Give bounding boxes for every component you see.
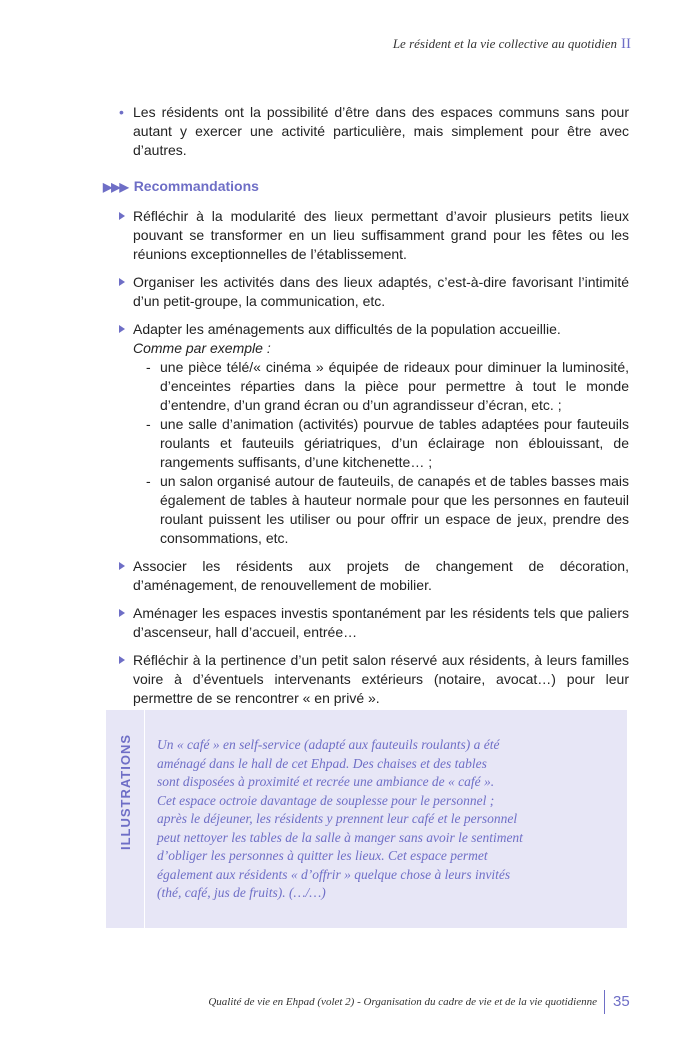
illustrations-divider (144, 710, 145, 928)
footer-divider (604, 990, 605, 1014)
recommendations-list (119, 207, 629, 717)
illustrations-text: Un « café » en self-service (adapté aux fauteuils roulants) a été aménagé dans le hall de cet Ehpad. Des chaises et des tables sont disposées à proximité et recrée une ambiance de « café ». Cet espace octroie davantage de souplesse pour le personnel ; après le déjeuner, les résidents y prennent leur café et le personnel peut nettoyer les tables de la salle à manger sans avoir le sentiment d’obliger les personnes à quitter les lieux. Cet espace permet également aux résidents « d’offrir » quelque chose à leurs invités (thé, café, jus de fruits). (…/…) (157, 737, 523, 900)
recommendation-text: Aménager les espaces investis spontanément par les résidents tels que paliers d’ascenseur, hall d’accueil, entrée… (133, 605, 629, 640)
dash-bullet: - (146, 416, 151, 432)
recommendations-heading (103, 178, 259, 194)
illustrations-label: ILLUSTRATIONS (118, 733, 133, 850)
example-item (133, 472, 629, 548)
recommendation-text: Associer les résidents aux projets de changement de décoration, d’aménagement, de renouvellement de mobilier. (133, 558, 629, 593)
recommendation-item (119, 557, 629, 595)
running-title: Le résident et la vie collective au quotidien (392, 36, 617, 51)
illustrations-box (106, 710, 627, 928)
recommendation-item (119, 207, 629, 264)
example-text: une pièce télé/« cinéma » équipée de rideaux pour diminuer la luminosité, d’enceintes réparties dans la pièce pour permettre à tout le monde d’entendre, d’un grand écran ou d’un agrandisseur d’écran, etc. ; (160, 359, 629, 413)
intro-text: Les résidents ont la possibilité d’être dans des espaces communs sans pour autant y exercer une activité particulière, mais simplement pour être avec d’autres. (133, 104, 629, 158)
illustrations-label-container (118, 733, 138, 856)
triangle-bullet-icon (119, 212, 125, 220)
recommendation-text: Adapter les aménagements aux difficultés de la population accueillie. (133, 321, 561, 337)
example-text: une salle d’animation (activités) pourvue de tables adaptées pour fauteuils roulants et fauteuils gériatriques, d’un éclairage non éblouissant, de rangements suffisants, d’une kitchenette… ; (160, 416, 629, 470)
example-list (133, 358, 629, 548)
recommendation-item (119, 651, 629, 708)
recommendation-text: Organiser les activités dans des lieux adaptés, c’est-à-dire favorisant l’intimité d’un petit-groupe, la communication, etc. (133, 274, 629, 309)
recommendation-text: Réfléchir à la pertinence d’un petit salon réservé aux résidents, à leurs familles voire à d’éventuels intervenants extérieurs (notaire, avocat…) pour leur permettre de se rencontrer « en privé ». (133, 652, 629, 706)
recommendation-item (119, 320, 629, 548)
triangle-bullet-icon (119, 562, 125, 570)
recommendation-item (119, 273, 629, 311)
bullet-icon: • (119, 104, 124, 120)
recommendation-text: Réfléchir à la modularité des lieux permettant d’avoir plusieurs petits lieux pouvant se transformer en un lieu suffisamment grand pour les fêtes ou les réunions exceptionnelles de l’établissement. (133, 208, 629, 262)
triangle-bullet-icon (119, 656, 125, 664)
example-item (133, 358, 629, 415)
recommendation-item (119, 604, 629, 642)
triangle-bullet-icon (119, 278, 125, 286)
triangle-bullet-icon (119, 609, 125, 617)
recommendations-title: Recommandations (133, 178, 259, 194)
footer-text: Qualité de vie en Ehpad (volet 2) - Organisation du cadre de vie et de la vie quotidienne (208, 996, 597, 1008)
dash-bullet: - (146, 359, 151, 375)
section-number: II (621, 36, 631, 52)
running-header (393, 36, 631, 53)
page-number: 35 (613, 993, 630, 1010)
example-text: un salon organisé autour de fauteuils, de canapés et de tables basses mais également de tables à hauteur normale pour que les personnes en fauteuil roulant puissent les utiliser ou pour offrir un espace de jeux, prendre des consommations, etc. (160, 473, 629, 546)
intro-paragraph (119, 103, 629, 160)
example-item (133, 415, 629, 472)
triangle-bullet-icon (119, 325, 125, 333)
dash-bullet: - (146, 473, 151, 489)
example-title: Comme par exemple : (133, 340, 271, 356)
triple-arrow-icon: ▶▶▶ (103, 180, 128, 194)
